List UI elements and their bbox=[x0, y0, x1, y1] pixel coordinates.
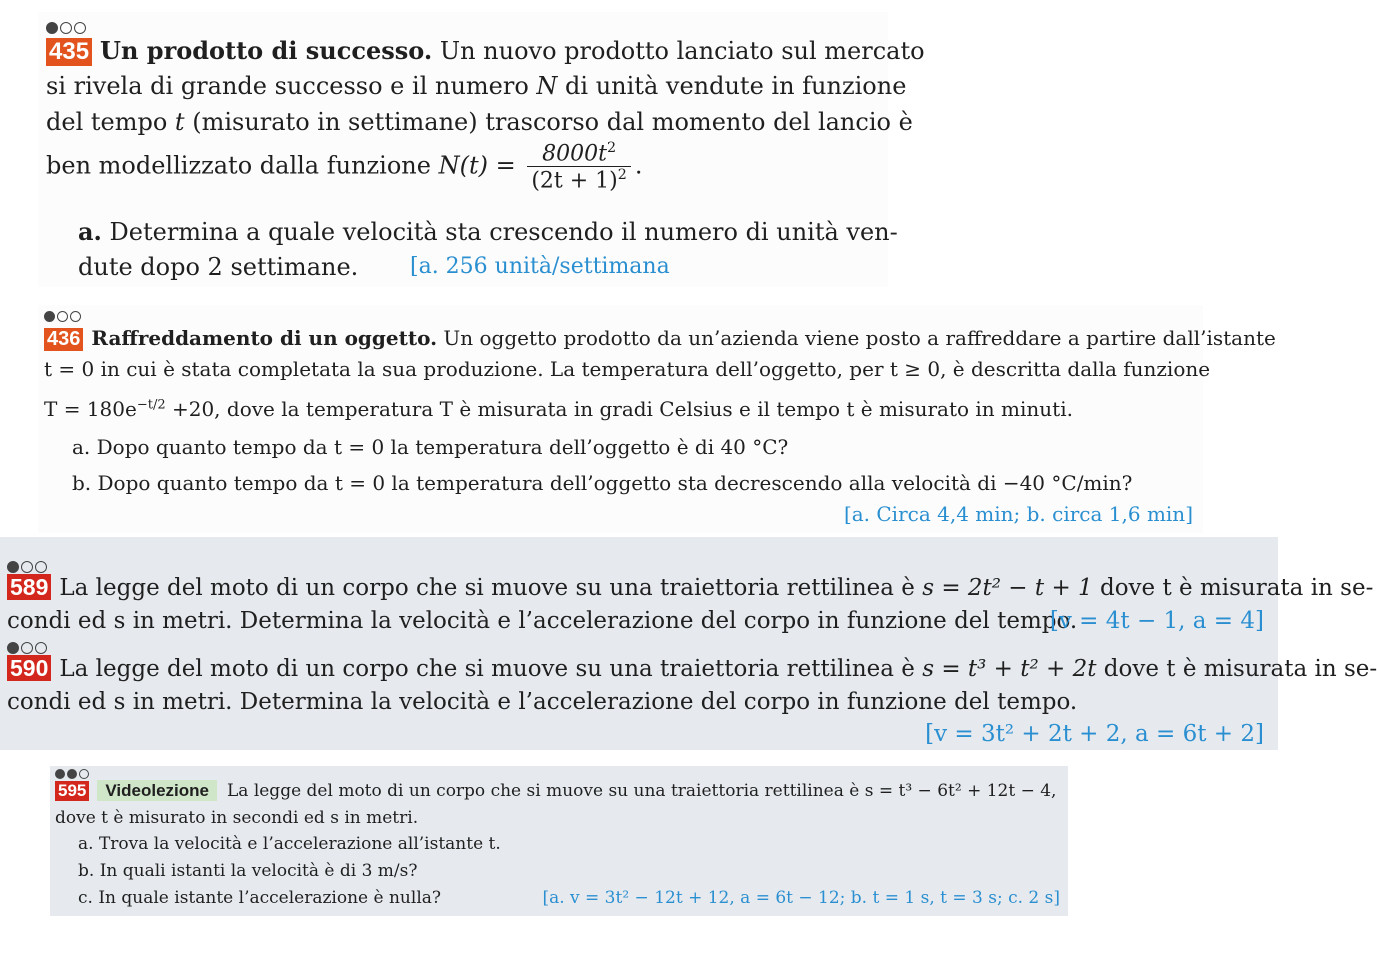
difficulty-dots bbox=[7, 561, 47, 573]
ex435-line-4: ben modellizzato dalla funzione N(t) = $\frac{8000t^2}{(2t + 1)^2}$ . bbox=[46, 140, 643, 194]
difficulty-dot-filled bbox=[67, 769, 77, 779]
exercise-number-badge: 595 bbox=[55, 781, 89, 801]
exercise-436 bbox=[38, 305, 1276, 533]
difficulty-dot-empty bbox=[35, 561, 47, 573]
difficulty-dot-empty bbox=[70, 311, 81, 322]
ex595-question-b: b. In quali istanti la velocità è di 3 m/s? bbox=[78, 861, 418, 881]
ex436-line-3: $T = 180e^{-t/2} +20$, dove la temperatura T è misurata in gradi Celsius e il tempo t è misurato in minuti. bbox=[44, 397, 1073, 421]
ex595-line-2: dove t è misurato in secondi ed s in metri. bbox=[55, 808, 419, 828]
ex589-line-1: 589 La legge del moto di un corpo che si muove su una traiettoria rettilinea è s = 2t² − t + 1 dove t è misurata in se- bbox=[7, 574, 1373, 601]
ex435-line-2: si rivela di grande successo e il numero N di unità vendute in funzione bbox=[46, 72, 907, 100]
ex595-question-c: c. In quale istante l’accelerazione è nulla? bbox=[78, 888, 442, 908]
ex436-line-1: 436 Raffreddamento di un oggetto. Un oggetto prodotto da un’azienda viene posto a raffreddare a partire dall’istante bbox=[44, 326, 1276, 351]
difficulty-dot-empty bbox=[21, 642, 33, 654]
ex435-question-a: a. Determina a quale velocità sta crescendo il numero di unità ven- bbox=[78, 217, 898, 246]
exercise-435 bbox=[38, 12, 925, 287]
difficulty-dot-empty bbox=[21, 561, 33, 573]
videolezione-tag[interactable]: Videolezione bbox=[97, 780, 217, 801]
exercise-number-badge: 436 bbox=[44, 328, 83, 351]
exercise-title: Raffreddamento di un oggetto. bbox=[91, 326, 438, 350]
difficulty-dot-filled bbox=[7, 561, 19, 573]
difficulty-dots bbox=[44, 311, 81, 322]
difficulty-dot-empty bbox=[79, 769, 89, 779]
difficulty-dot-filled bbox=[7, 642, 19, 654]
ex435-line-3: del tempo t (misurato in settimane) trascorso dal momento del lancio è bbox=[46, 108, 913, 136]
difficulty-dots bbox=[55, 769, 89, 779]
difficulty-dot-filled bbox=[46, 22, 58, 34]
difficulty-dot-empty bbox=[60, 22, 72, 34]
ex595-question-a: a. Trova la velocità e l’accelerazione all’istante t. bbox=[78, 834, 501, 854]
difficulty-dots bbox=[46, 22, 86, 34]
difficulty-dot-filled bbox=[44, 311, 55, 322]
difficulty-dot-filled bbox=[55, 769, 65, 779]
exercise-number-badge: 589 bbox=[7, 574, 51, 600]
ex436-answer: [a. Circa 4,4 min; b. circa 1,6 min] bbox=[843, 502, 1193, 526]
ex590-answer: [v = 3t² + 2t + 2, a = 6t + 2] bbox=[925, 721, 1264, 747]
ex435-answer: [a. 256 unità/settimana bbox=[410, 254, 670, 279]
ex435-line-1: 435 Un prodotto di successo. Un nuovo prodotto lanciato sul mercato bbox=[46, 36, 925, 66]
ex595-answer: [a. v = 3t² − 12t + 12, a = 6t − 12; b. t = 1 s, t = 3 s; c. 2 s] bbox=[542, 888, 1060, 908]
difficulty-dots bbox=[7, 642, 47, 654]
exercise-595 bbox=[50, 766, 1068, 916]
fraction: $\frac{8000t^2}{(2t + 1)^2}$ bbox=[527, 140, 631, 194]
ex436-line-2: t = 0 in cui è stata completata la sua produzione. La temperatura dell’oggetto, per t ≥ 0, è descritta dalla funzione bbox=[44, 357, 1211, 381]
exercise-title: Un prodotto di successo. bbox=[100, 36, 433, 65]
exercise-number-badge: 590 bbox=[7, 655, 51, 681]
difficulty-dot-empty bbox=[57, 311, 68, 322]
difficulty-dot-empty bbox=[74, 22, 86, 34]
difficulty-dot-empty bbox=[35, 642, 47, 654]
exercise-band-589-590 bbox=[0, 537, 1377, 750]
ex435-question-a-cont: dute dopo 2 settimane. bbox=[78, 253, 359, 281]
ex436-question-b: b. Dopo quanto tempo da t = 0 la temperatura dell’oggetto sta decrescendo alla velocità di −40 °C/min? bbox=[72, 471, 1133, 495]
ex590-line-1: 590 La legge del moto di un corpo che si muove su una traiettoria rettilinea è s = t³ + t² + 2t dove t è misurata in se- bbox=[7, 655, 1377, 682]
ex589-line-2: condi ed s in metri. Determina la velocità e l’accelerazione del corpo in funzione del tempo. bbox=[7, 608, 1078, 634]
ex436-question-a: a. Dopo quanto tempo da t = 0 la temperatura dell’oggetto è di 40 °C? bbox=[72, 435, 789, 459]
ex595-line-1: 595 Videolezione La legge del moto di un corpo che si muove su una traiettoria rettilinea è s = t³ − 6t² + 12t − 4, bbox=[55, 781, 1056, 801]
ex589-answer: [v = 4t − 1, a = 4] bbox=[1049, 608, 1264, 634]
exercise-number-badge: 435 bbox=[46, 38, 92, 66]
ex590-line-2: condi ed s in metri. Determina la velocità e l’accelerazione del corpo in funzione del tempo. bbox=[7, 689, 1078, 715]
